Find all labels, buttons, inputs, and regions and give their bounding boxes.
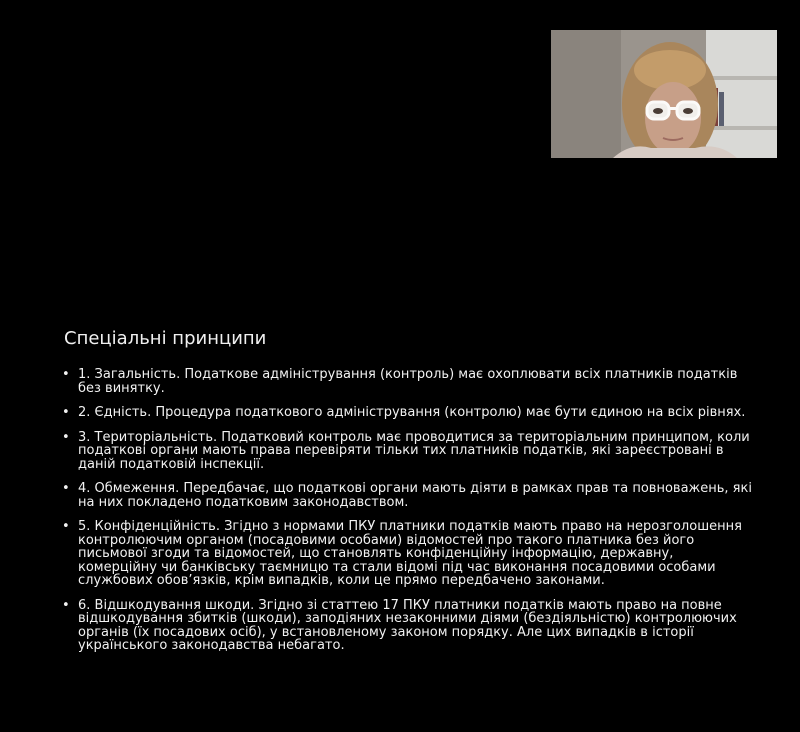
- list-item: [62, 520, 752, 588]
- bullet-dot-icon: •: [62, 367, 70, 382]
- list-item: [62, 406, 752, 420]
- list-item-text: 5. Конфіденційність. Згідно з нормами ПКУ платники податків мають право на нерозголошення контролюючим органом (посадовими особами) відомостей про такого платника без його письмової згоди та відомостей, що становлять конфіденційну інформацію, державну, комерційну чи банківську таємницю та стали відомі під час виконання посадовими особами службових обов’язків, крім випадків, коли це прямо передбачено законами.: [78, 519, 742, 588]
- bullet-dot-icon: •: [62, 405, 70, 420]
- list-item: [62, 599, 752, 653]
- bullet-dot-icon: •: [62, 429, 70, 445]
- participant-video-frame: [551, 30, 777, 158]
- bullet-dot-icon: •: [62, 597, 70, 613]
- bullet-dot-icon: •: [62, 519, 70, 534]
- participant-video-tile[interactable]: [551, 30, 777, 158]
- list-item: [62, 482, 752, 509]
- list-item: [62, 368, 752, 395]
- list-item-text: 3. Територіальність. Податковий контроль має проводитися за територіальним принципом, коли податкові органи мають права перевіряти тільки тих платників податків, які зареєстровані в даній податковій інспекції.: [78, 429, 750, 472]
- list-item-text: 2. Єдність. Процедура податкового адміністрування (контролю) має бути єдиною на всіх рівнях.: [78, 405, 746, 420]
- list-item-text: 4. Обмеження. Передбачає, що податкові органи мають діяти в рамках прав та повноважень, які на них покладено податковим законодавством.: [78, 481, 752, 510]
- list-item-text: 6. Відшкодування шкоди. Згідно зі статтею 17 ПКУ платники податків мають право на повне відшкодування збитків (шкоди), заподіяних незаконними діями (бездіяльністю) контролюючих органів (їх посадових осіб), у встановленому законом порядку. Але цих випадків в історії українського законодавства небагато.: [78, 597, 737, 653]
- bullet-list: [62, 368, 752, 653]
- bullet-dot-icon: •: [62, 481, 70, 496]
- slide-title: Спеціальні принципи: [64, 328, 267, 349]
- list-item: [62, 431, 752, 472]
- list-item-text: 1. Загальність. Податкове адміністрування (контроль) має охоплювати всіх платників податків без винятку.: [78, 367, 738, 396]
